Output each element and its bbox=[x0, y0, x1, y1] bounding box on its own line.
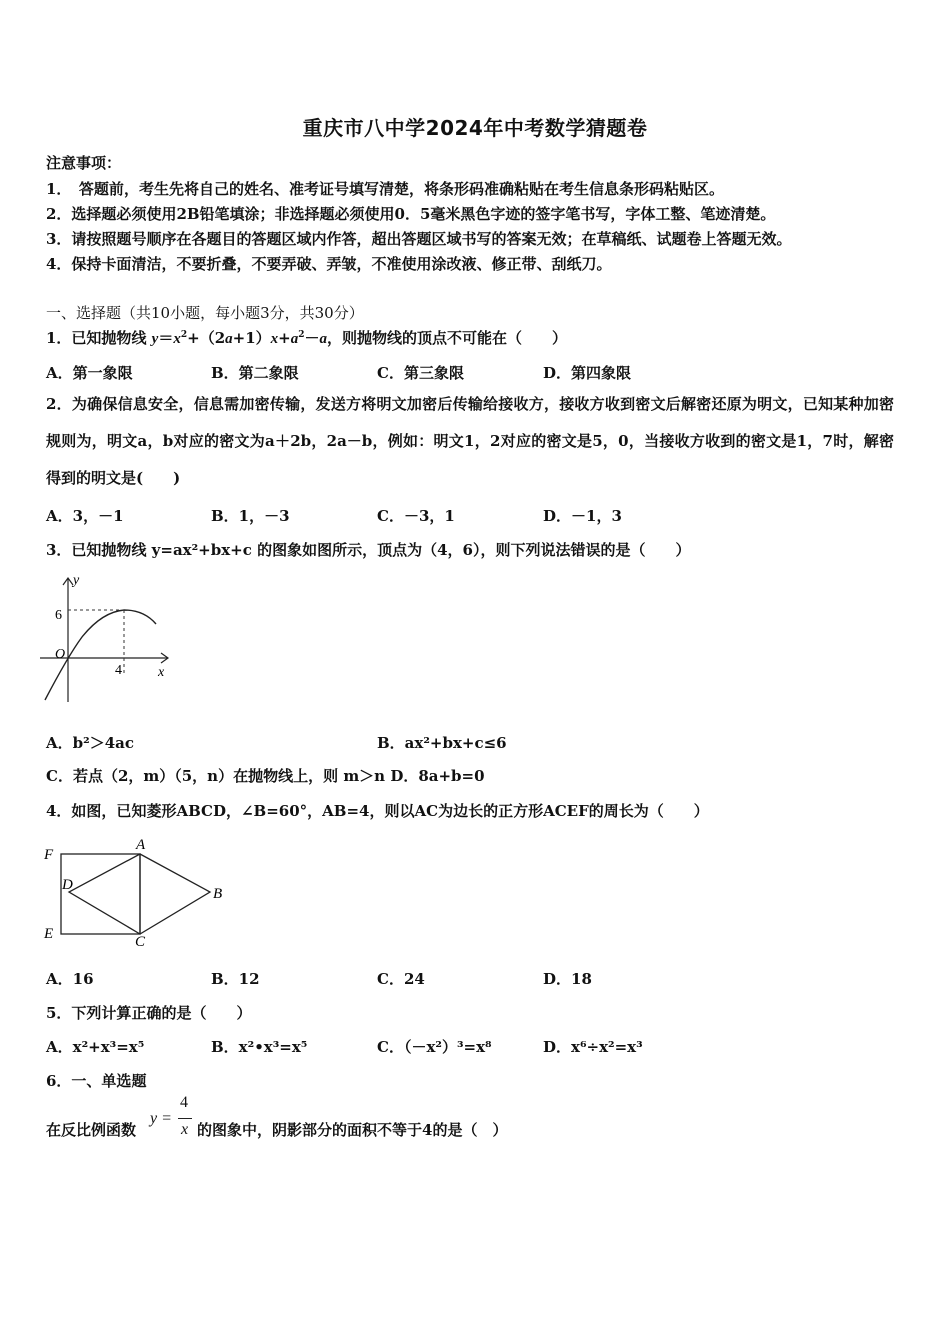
label-d: D bbox=[62, 877, 73, 893]
q6-fraction-numerator: 4 bbox=[180, 1094, 188, 1111]
notice-heading: 注意事项： bbox=[46, 154, 122, 172]
q3-option-a[interactable]: A．b²＞4ac bbox=[46, 734, 134, 752]
q4-option-c[interactable]: C．24 bbox=[377, 970, 425, 988]
x-tick-label: 4 bbox=[115, 663, 122, 678]
label-f: F bbox=[44, 847, 54, 863]
notice-item: 3．请按照题号顺序在各题目的答题区域内作答，超出答题区域书写的答案无效；在草稿纸、试题卷上答题无效。 bbox=[46, 230, 792, 248]
q3-parabola-figure bbox=[40, 572, 175, 707]
label-b: B bbox=[213, 886, 223, 902]
label-e: E bbox=[44, 926, 54, 942]
q6-stem-pre: 在反比例函数 bbox=[46, 1121, 137, 1139]
q2-option-c[interactable]: C．－3，1 bbox=[377, 507, 455, 525]
q5-option-c[interactable]: C．（－x²）³=x⁸ bbox=[377, 1038, 492, 1056]
q4-rhombus-figure bbox=[40, 834, 230, 949]
q3-stem: 3．已知抛物线 y=ax²+bx+c 的图象如图所示，顶点为（4，6），则下列说法错误的是（ ） bbox=[46, 541, 691, 559]
q1-option-d[interactable]: D．第四象限 bbox=[543, 364, 632, 382]
q2-stem: 2．为确保信息安全，信息需加密传输，发送方将明文加密后传输给接收方，接收方收到密文后解密还原为明文，已知某种加密规则为，明文a，b对应的密文为a＋2b，2a－b，例如：明文1，2对应的密文是5，0，当接收方收到的密文是1，7时，解密得到的明文是( ) bbox=[46, 395, 894, 487]
q4-stem: 4．如图，已知菱形ABCD，∠B=60°，AB=4，则以AC为边长的正方形ACEF的周长为（ ） bbox=[46, 802, 709, 820]
q1-option-b[interactable]: B．第二象限 bbox=[211, 364, 299, 382]
x-label: x bbox=[158, 665, 165, 680]
q1-stem: 1．已知抛物线 $y=x^2+(2a+1)x+a^2-a$，则抛物线的顶点不可能在（ ） bbox=[46, 329, 568, 347]
q3-option-b[interactable]: B．ax²+bx+c≤6 bbox=[377, 734, 507, 752]
q4-option-d[interactable]: D．18 bbox=[543, 970, 592, 988]
label-c: C bbox=[135, 934, 146, 949]
q3-option-cd[interactable]: C．若点（2，m）（5，n）在抛物线上，则 m＞n D．8a+b=0 bbox=[46, 767, 485, 785]
page-title: 重庆市八中学2024年中考数学猜题卷 bbox=[302, 116, 648, 140]
label-a: A bbox=[136, 837, 146, 853]
q2-option-d[interactable]: D．－1，3 bbox=[543, 507, 622, 525]
q6-fraction-bar bbox=[178, 1118, 192, 1119]
notice-item: 2．选择题必须使用2B铅笔填涂；非选择题必须使用0．5毫米黑色字迹的签字笔书写，字体工整、笔迹清楚。 bbox=[46, 205, 776, 223]
q6-fraction-denominator: x bbox=[181, 1121, 189, 1138]
q5-stem: 5．下列计算正确的是（ ） bbox=[46, 1004, 252, 1022]
q6-fraction-lhs: y = bbox=[150, 1110, 172, 1127]
q4-option-a[interactable]: A．16 bbox=[46, 970, 94, 988]
q5-option-a[interactable]: A．x²+x³=x⁵ bbox=[46, 1038, 145, 1056]
notice-item: 4．保持卡面清洁，不要折叠，不要弄破、弄皱，不准使用涂改液、修正带、刮纸刀。 bbox=[46, 255, 612, 273]
q5-option-b[interactable]: B．x²•x³=x⁵ bbox=[211, 1038, 308, 1056]
q1-option-c[interactable]: C．第三象限 bbox=[377, 364, 464, 382]
origin-label: O bbox=[55, 647, 66, 662]
notice-item: 1． 答题前，考生先将自己的姓名、准考证号填写清楚，将条形码准确粘贴在考生信息条形码粘贴区。 bbox=[46, 180, 724, 198]
q6-heading: 6．一、单选题 bbox=[46, 1072, 147, 1090]
q5-option-d[interactable]: D．x⁶÷x²=x³ bbox=[543, 1038, 643, 1056]
y-tick-label: 6 bbox=[55, 608, 62, 623]
q2-option-a[interactable]: A．3，－1 bbox=[46, 507, 124, 525]
y-label: y bbox=[73, 573, 80, 588]
q6-stem-post: 的图象中，阴影部分的面积不等于4的是（ ） bbox=[197, 1121, 508, 1139]
q4-option-b[interactable]: B．12 bbox=[211, 970, 260, 988]
q1-option-a[interactable]: A．第一象限 bbox=[46, 364, 133, 382]
q2-option-b[interactable]: B．1，－3 bbox=[211, 507, 290, 525]
section-heading: 一、选择题（共10小题，每小题3分，共30分） bbox=[46, 304, 364, 322]
